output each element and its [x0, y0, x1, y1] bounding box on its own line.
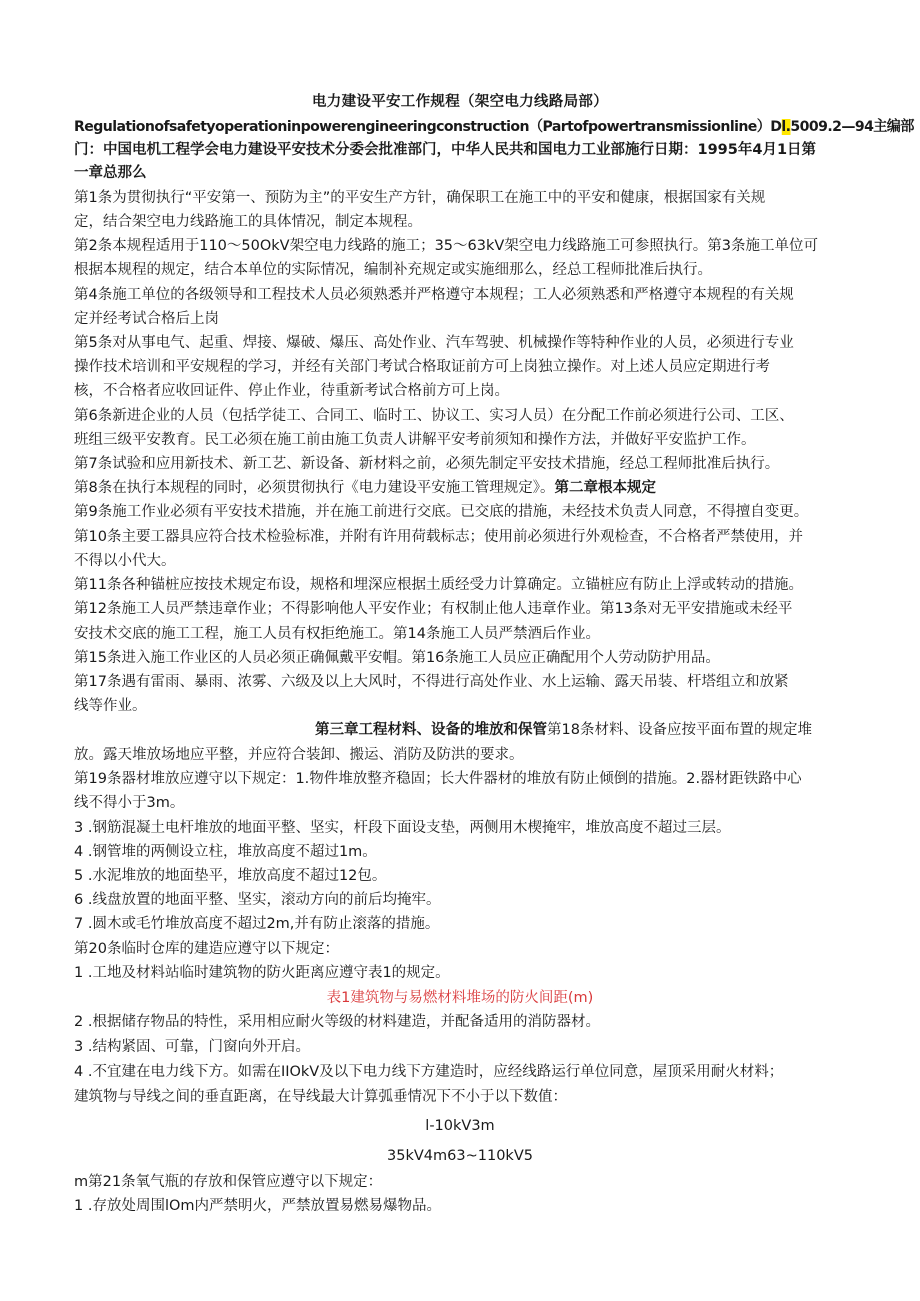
header-line-2: 门：中国电机工程学会电力建设平安技术分委会批准部门，中华人民共和国电力工业部施行日期：1995年4月1日第 [74, 142, 817, 158]
paragraph-line: 第20条临时仓库的建造应遵守以下规定： [74, 941, 339, 957]
list-item: 5 .水泥堆放的地面垫平，堆放高度不超过12包。 [74, 868, 387, 884]
paragraph-line: m第21条氧气瓶的存放和保管应遵守以下规定： [74, 1174, 383, 1190]
list-item: 3 .钢筋混凝土电杆堆放的地面平整、坚实，杆段下面设支垫，两侧用木楔掩牢，堆放高度不超过三层。 [74, 820, 731, 836]
paragraph-line: 建筑物与导线之间的垂直距离，在导线最大计算弧垂情况下不小于以下数值： [74, 1089, 567, 1105]
english-title: Regulationofsafetyoperationinpowerengineeringconstruction（Partofpowertransmissionline）D [74, 119, 782, 135]
paragraph-line: 不得以小代大。 [74, 553, 176, 569]
chapter-1-heading: 一章总那么 [74, 165, 147, 181]
paragraph-line: 第15条进入施工作业区的人员必须正确佩戴平安帽。第16条施工人员应正确配用个人劳动防护用品。 [74, 650, 720, 666]
chapter-2-heading: 第二章根本规定 [554, 480, 656, 496]
list-item: 1 .工地及材料站临时建筑物的防火距离应遵守表1的规定。 [74, 965, 450, 981]
table-caption: 表1建筑物与易燃材料堆场的防火间距(m) [326, 990, 594, 1006]
paragraph-line: 第1条为贯彻执行“平安第一、预防为主”的平安生产方针，确保职工在施工中的平安和健康，根据国家有关规 [74, 190, 766, 206]
paragraph-line: 第5条对从事电气、起重、焊接、爆破、爆压、高处作业、汽车驾驶、机械操作等特种作业的人员，必须进行专业 [74, 335, 794, 351]
list-item: 4 .不宜建在电力线下方。如需在IIOkV及以下电力线下方建造时，应经线路运行单位同意，屋顶采用耐火材料； [74, 1064, 784, 1080]
list-item: 4 .钢管堆的两侧设立柱，堆放高度不超过1m。 [74, 844, 377, 860]
paragraph-line: 线不得小于3m。 [74, 795, 185, 811]
chapter-3-line [315, 720, 812, 740]
list-item: 6 .线盘放置的地面平整、坚实，滚动方向的前后均掩牢。 [74, 892, 441, 908]
paragraph-line: 班组三级平安教育。民工必须在施工前由施工负责人讲解平安考前须知和操作方法，并做好平安监护工作。 [74, 432, 756, 448]
list-item: 7 .圆木或毛竹堆放高度不超过2m,并有防止滚落的措施。 [74, 916, 440, 932]
paragraph-line: 第12条施工人员严禁违章作业；不得影响他人平安作业；有权制止他人违章作业。第13条对无平安措施或未经平 [74, 601, 793, 617]
paragraph-line: 第10条主要工器具应符合技术检验标准，并附有许用荷载标志；使用前必须进行外观检查，不合格者严禁使用，并 [74, 529, 803, 545]
list-item: 3 .结构紧固、可靠，门窗向外开启。 [74, 1039, 310, 1055]
distance-value-1: l-10kV3m [425, 1118, 495, 1134]
document-title: 电力建设平安工作规程（架空电力线路局部） [312, 94, 608, 110]
list-item: 2 .根据储存物品的特性，采用相应耐火等级的材料建造，并配备适用的消防器材。 [74, 1014, 600, 1030]
paragraph-line: 第4条施工单位的各级领导和工程技术人员必须熟悉并严格遵守本规程；工人必须熟悉和严格遵守本规程的有关规 [74, 287, 794, 303]
paragraph-line: 第2条本规程适用于110～50OkV架空电力线路的施工；35～63kV架空电力线路施工可参照执行。第3条施工单位可 [74, 238, 819, 254]
header-line-1 [74, 117, 914, 137]
chapter-3-heading: 第三章工程材料、设备的堆放和保管 [315, 722, 547, 738]
paragraph-line: 线等作业。 [74, 698, 147, 714]
paragraph-line: 第11条各种锚桩应按技术规定布设，规格和埋深应根据土质经受力计算确定。立锚桩应有防止上浮或转动的措施。 [74, 577, 803, 593]
standard-number: 5009.2—94主编部 [790, 119, 914, 135]
article-8-text: 第8条在执行本规程的同时，必须贯彻执行《电力建设平安施工管理规定》。 [74, 480, 555, 496]
highlighted-text: l. [781, 119, 791, 135]
paragraph-line: 安技术交底的施工工程，施工人员有权拒绝施工。第14条施工人员严禁酒后作业。 [74, 626, 600, 642]
paragraph-line: 第6条新进企业的人员（包括学徒工、合同工、临时工、协议工、实习人员）在分配工作前必须进行公司、工区、 [74, 408, 794, 424]
paragraph-line: 放。露天堆放场地应平整，并应符合装卸、搬运、消防及防洪的要求。 [74, 747, 524, 763]
paragraph-line: 第17条遇有雷雨、暴雨、浓雾、六级及以上大风时，不得进行高处作业、水上运输、露天吊装、杆塔组立和放紧 [74, 674, 789, 690]
distance-value-2: 35kV4m63~110kV5 [387, 1148, 533, 1164]
paragraph-line: 定并经考试合格后上岗 [74, 311, 219, 327]
paragraph-line: 核，不合格者应收回证件、停止作业，待重新考试合格前方可上岗。 [74, 383, 509, 399]
article-18-text: 第18条材料、设备应按平面布置的规定堆 [547, 722, 812, 738]
paragraph-line: 第19条器材堆放应遵守以下规定：1.物件堆放整齐稳固；长大件器材的堆放有防止倾倒的措施。2.器材距铁路中心 [74, 771, 802, 787]
paragraph-line: 第9条施工作业必须有平安技术措施，并在施工前进行交底。已交底的措施，未经技术负责人同意，不得擅自变更。 [74, 504, 809, 520]
paragraph-line: 第7条试验和应用新技术、新工艺、新设备、新材料之前，必须先制定平安技术措施，经总工程师批准后执行。 [74, 456, 780, 472]
paragraph-line: 根据本规程的规定，结合本单位的实际情况，编制补充规定或实施细那么，经总工程师批准后执行。 [74, 262, 712, 278]
paragraph-line: 定，结合架空电力线路施工的具体情况，制定本规程。 [74, 214, 422, 230]
paragraph-line-8 [74, 478, 656, 498]
paragraph-line: 操作技术培训和平安规程的学习，并经有关部门考试合格取证前方可上岗独立操作。对上述人员应定期进行考 [74, 359, 770, 375]
list-item: 1 .存放处周围lOm内严禁明火，严禁放置易燃易爆物品。 [74, 1198, 442, 1214]
